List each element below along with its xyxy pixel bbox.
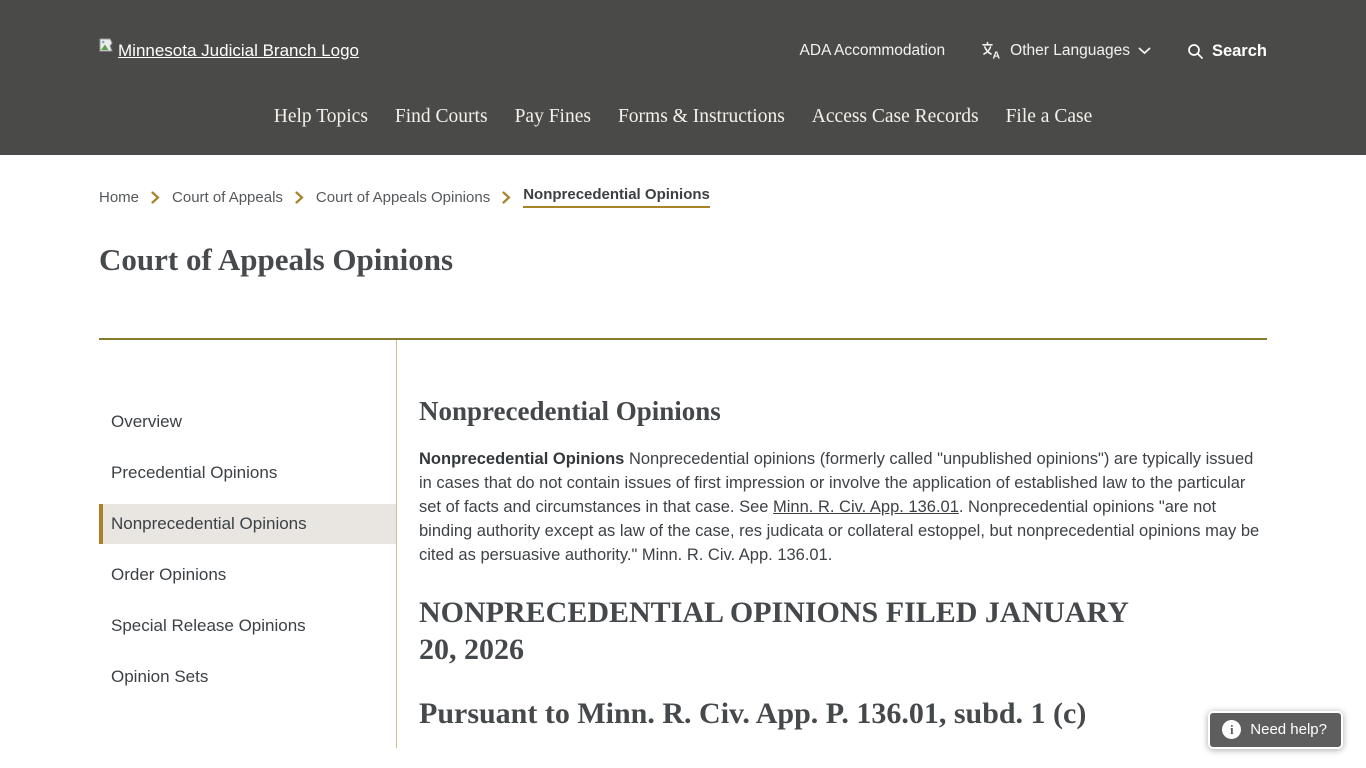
- svg-text:A: A: [992, 49, 1001, 61]
- sidebar-item-precedential-opinions[interactable]: Precedential Opinions: [111, 463, 278, 482]
- breadcrumb-separator-icon: [295, 191, 304, 204]
- breadcrumb-item-court-of-appeals[interactable]: Court of Appeals: [172, 188, 283, 206]
- nav-item-access-case-records[interactable]: Access Case Records: [811, 106, 979, 127]
- intro-paragraph: [419, 447, 1264, 567]
- other-languages-label: Other Languages: [1010, 42, 1130, 59]
- site-header: [0, 0, 1366, 155]
- intro-bold-label: Nonprecedential Opinions: [419, 450, 625, 468]
- translate-icon: [981, 41, 1002, 61]
- content-heading: Nonprecedential Opinions: [419, 396, 721, 426]
- search-label: Search: [1211, 41, 1267, 60]
- rule-136-link[interactable]: Minn. R. Civ. App. 136.01: [773, 498, 959, 516]
- broken-image-icon: [99, 38, 115, 58]
- other-languages-dropdown[interactable]: [981, 41, 1151, 61]
- need-help-label: Need help?: [1250, 721, 1327, 738]
- breadcrumb: [99, 186, 1267, 208]
- nav-item-find-courts[interactable]: Find Courts: [394, 106, 488, 127]
- ada-accommodation-link[interactable]: ADA Accommodation: [799, 42, 946, 59]
- breadcrumb-item-home[interactable]: Home: [99, 188, 140, 206]
- sidebar-item-special-release-opinions[interactable]: Special Release Opinions: [111, 616, 306, 635]
- sidebar-item-order-opinions[interactable]: Order Opinions: [111, 565, 227, 584]
- page-title: Court of Appeals Opinions: [99, 242, 454, 277]
- header-top-bar: [99, 0, 1267, 92]
- sidebar: [99, 340, 397, 748]
- search-icon: [1187, 43, 1204, 60]
- logo-alt-text: Minnesota Judicial Branch Logo: [118, 41, 359, 60]
- sidebar-item-opinion-sets[interactable]: Opinion Sets: [111, 667, 209, 686]
- main-content: [397, 340, 1267, 748]
- nav-item-file-a-case[interactable]: File a Case: [1005, 106, 1093, 127]
- search-button[interactable]: [1187, 42, 1267, 61]
- need-help-button[interactable]: [1208, 711, 1343, 749]
- filed-opinions-heading: NONPRECEDENTIAL OPINIONS FILED JANUARY 20, 2026: [419, 596, 1128, 666]
- pursuant-heading: Pursuant to Minn. R. Civ. App. P. 136.01, subd. 1 (c): [419, 697, 1087, 730]
- chevron-down-icon: [1138, 47, 1151, 55]
- breadcrumb-separator-icon: [502, 191, 511, 204]
- logo-link[interactable]: [99, 41, 359, 61]
- breadcrumb-separator-icon: [151, 191, 160, 204]
- breadcrumb-item-nonprecedential-opinions[interactable]: Nonprecedential Opinions: [523, 186, 710, 208]
- info-icon: i: [1222, 720, 1241, 739]
- intro-text-2: . Nonprecedential opinions "are not binding authority except as law of the case, res judicata or collateral estoppel, but nonprecedential opinions may be cited as persuasive authority." Minn. R. Civ. App. 136.01.: [419, 498, 1260, 564]
- nav-item-help-topics[interactable]: Help Topics: [273, 106, 368, 127]
- nav-item-pay-fines[interactable]: Pay Fines: [514, 106, 591, 127]
- content-area: [99, 340, 1267, 748]
- sidebar-item-nonprecedential-opinions[interactable]: Nonprecedential Opinions: [99, 504, 396, 544]
- header-utilities: [800, 41, 1267, 61]
- intro-text-1: Nonprecedential opinions (formerly called "unpublished opinions") are typically issued in cases that do not contain issues of first impression or involve the application of established law to the particular set of facts and circumstances in that case. See: [419, 450, 1254, 516]
- main-nav: [99, 92, 1267, 128]
- nav-item-forms-instructions[interactable]: Forms & Instructions: [617, 106, 785, 127]
- sidebar-item-overview[interactable]: Overview: [111, 412, 182, 431]
- breadcrumb-item-court-of-appeals-opinions[interactable]: Court of Appeals Opinions: [315, 188, 491, 206]
